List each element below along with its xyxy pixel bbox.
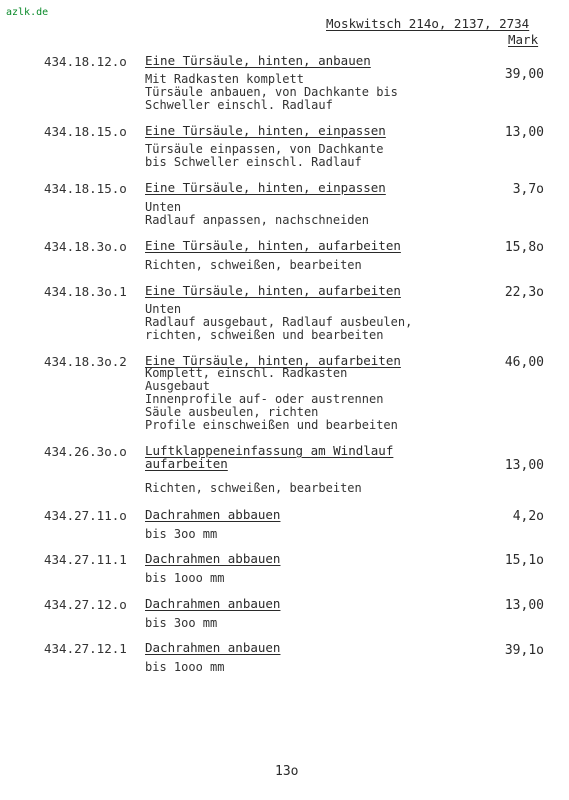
operation-title: Eine Türsäule, hinten, aufarbeiten — [145, 238, 401, 253]
operation-code: 434.18.12.o — [44, 54, 127, 69]
operation-description: richten, schweißen und bearbeiten — [145, 328, 384, 342]
operation-description: Türsäule anbauen, von Dachkante bis — [145, 85, 398, 99]
operation-description: bis 3oo mm — [145, 616, 218, 630]
operation-description: Innenprofile auf- oder austrennen — [145, 392, 384, 406]
operation-description: bis 1ooo mm — [145, 571, 225, 585]
operation-description: bis Schweller einschl. Radlauf — [145, 155, 362, 169]
operation-description: bis 1ooo mm — [145, 660, 225, 674]
operation-description: Radlauf anpassen, nachschneiden — [145, 213, 369, 227]
operation-description: Unten — [145, 302, 182, 316]
operation-price: 4,2o — [512, 509, 544, 524]
operation-price: 39,00 — [504, 67, 544, 82]
operation-code: 434.26.3o.o — [44, 444, 127, 459]
operation-description: bis 3oo mm — [145, 527, 218, 541]
operation-code: 434.27.11.o — [44, 508, 127, 523]
operation-price: 46,00 — [504, 355, 544, 370]
operation-code: 434.27.12.o — [44, 597, 127, 612]
operation-price: 15,8o — [504, 240, 544, 255]
operation-title: Eine Türsäule, hinten, anbauen — [145, 53, 371, 68]
operation-description: Mit Radkasten komplett — [145, 72, 304, 86]
operation-description: Komplett, einschl. Radkasten — [145, 366, 348, 380]
operation-code: 434.18.3o.2 — [44, 354, 127, 369]
operation-description: Unten — [145, 200, 182, 214]
operation-description: Radlauf ausgebaut, Radlauf ausbeulen, — [145, 315, 413, 329]
operation-price: 15,1o — [504, 553, 544, 568]
operation-description: Türsäule einpassen, von Dachkante — [145, 142, 384, 156]
operation-description: Profile einschweißen und bearbeiten — [145, 418, 398, 432]
operation-title: Dachrahmen abbauen — [145, 507, 281, 522]
operation-title: Luftklappeneinfassung am Windlauf — [145, 443, 394, 458]
page-number: 13o — [275, 764, 299, 779]
operation-price: 3,7o — [512, 182, 544, 197]
currency-unit-heading: Mark — [508, 32, 539, 47]
operation-title: Eine Türsäule, hinten, einpassen — [145, 123, 386, 138]
operation-title: Eine Türsäule, hinten, aufarbeiten — [145, 283, 401, 298]
operation-title: Dachrahmen anbauen — [145, 640, 281, 655]
vehicle-model-heading: Moskwitsch 214o, 2137, 2734 — [326, 16, 530, 31]
operation-code: 434.27.12.1 — [44, 641, 127, 656]
operation-title: Dachrahmen anbauen — [145, 596, 281, 611]
operation-description: Richten, schweißen, bearbeiten — [145, 258, 362, 272]
operation-code: 434.18.3o.o — [44, 239, 127, 254]
operation-code: 434.18.3o.1 — [44, 284, 127, 299]
operation-code: 434.18.15.o — [44, 124, 127, 139]
watermark-label: azlk.de — [6, 7, 49, 18]
operation-description: Ausgebaut — [145, 379, 211, 393]
operation-price: 13,00 — [504, 458, 544, 473]
operation-title: Dachrahmen abbauen — [145, 551, 281, 566]
operation-description: Säule ausbeulen, richten — [145, 405, 319, 419]
operation-title: Eine Türsäule, hinten, einpassen — [145, 180, 386, 195]
operation-code: 434.27.11.1 — [44, 552, 127, 567]
operation-code: 434.18.15.o — [44, 181, 127, 196]
operation-price: 13,00 — [504, 598, 544, 613]
operation-price: 13,00 — [504, 125, 544, 140]
operation-title: Eine Türsäule, hinten, aufarbeiten — [145, 353, 401, 368]
operation-price: 39,1o — [504, 643, 544, 658]
operation-description: Richten, schweißen, bearbeiten — [145, 481, 362, 495]
operation-description: Schweller einschl. Radlauf — [145, 98, 333, 112]
operation-price: 22,3o — [504, 285, 544, 300]
operation-title: aufarbeiten — [145, 456, 228, 471]
